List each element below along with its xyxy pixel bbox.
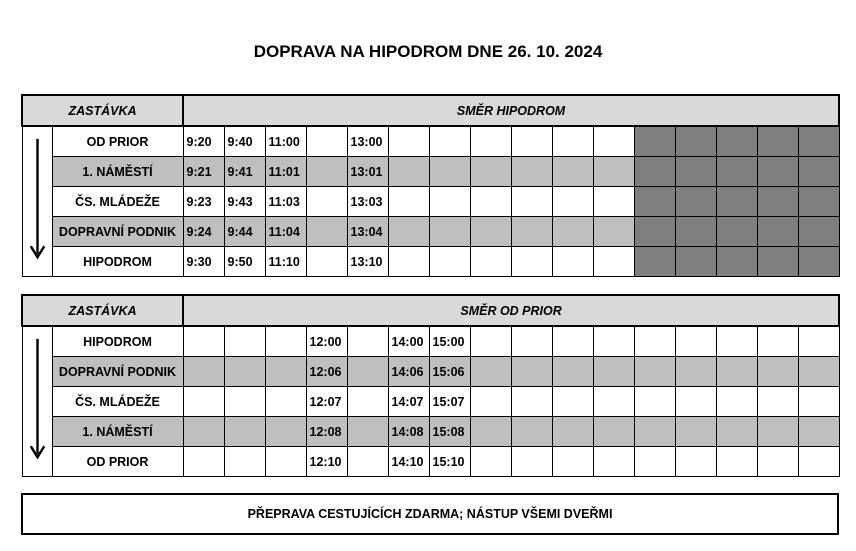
departure-time: 13:10 — [347, 247, 388, 277]
departure-time — [593, 157, 634, 187]
departure-time — [306, 126, 347, 157]
departure-time — [634, 187, 675, 217]
departure-time — [798, 187, 839, 217]
departure-time — [511, 217, 552, 247]
stop-column-header: ZASTÁVKA — [22, 295, 183, 326]
timetable-from-hipodrom — [21, 294, 840, 477]
departure-time: 11:04 — [265, 217, 306, 247]
departure-time — [511, 157, 552, 187]
departure-time — [552, 326, 593, 357]
departure-time — [675, 217, 716, 247]
stop-name: 1. NÁMĚSTÍ — [52, 157, 183, 187]
departure-time: 9:43 — [224, 187, 265, 217]
departure-time — [675, 126, 716, 157]
departure-time — [183, 357, 224, 387]
departure-time — [470, 157, 511, 187]
departure-time: 11:01 — [265, 157, 306, 187]
table-row — [22, 187, 839, 217]
page-title: DOPRAVA NA HIPODROM DNE 26. 10. 2024 — [253, 42, 603, 61]
departure-time — [306, 187, 347, 217]
departure-time — [634, 126, 675, 157]
departure-time — [388, 126, 429, 157]
departure-time — [429, 217, 470, 247]
departure-time — [183, 387, 224, 417]
departure-time: 12:00 — [306, 326, 347, 357]
departure-time — [716, 247, 757, 277]
departure-time — [552, 126, 593, 157]
footer-note: PŘEPRAVA CESTUJÍCÍCH ZDARMA; NÁSTUP VŠEMI DVEŘMI — [21, 493, 839, 535]
departure-time — [798, 357, 839, 387]
departure-time — [388, 157, 429, 187]
departure-time — [429, 126, 470, 157]
departure-time — [757, 187, 798, 217]
departure-time — [552, 157, 593, 187]
departure-time — [798, 126, 839, 157]
departure-time: 11:03 — [265, 187, 306, 217]
departure-time — [675, 387, 716, 417]
departure-time — [634, 217, 675, 247]
departure-time: 14:00 — [388, 326, 429, 357]
departure-time — [470, 447, 511, 477]
departure-time — [675, 187, 716, 217]
table-row — [22, 126, 839, 157]
departure-time: 9:30 — [183, 247, 224, 277]
down-arrow-icon — [23, 127, 52, 276]
departure-time: 9:23 — [183, 187, 224, 217]
departure-time — [716, 157, 757, 187]
departure-time — [470, 357, 511, 387]
departure-time — [511, 326, 552, 357]
departure-time — [183, 417, 224, 447]
departure-time — [511, 126, 552, 157]
stop-name: HIPODROM — [52, 247, 183, 277]
table-row — [22, 247, 839, 277]
departure-time — [224, 387, 265, 417]
departure-time — [552, 447, 593, 477]
departure-time — [593, 417, 634, 447]
departure-time: 9:41 — [224, 157, 265, 187]
departure-time — [511, 447, 552, 477]
departure-time: 12:08 — [306, 417, 347, 447]
departure-time — [675, 357, 716, 387]
table-row — [22, 387, 839, 417]
departure-time — [757, 357, 798, 387]
departure-time — [511, 247, 552, 277]
departure-time — [265, 417, 306, 447]
stop-name: ČS. MLÁDEŽE — [52, 387, 183, 417]
departure-time: 15:08 — [429, 417, 470, 447]
stop-name: DOPRAVNÍ PODNIK — [52, 217, 183, 247]
departure-time — [675, 247, 716, 277]
departure-time — [306, 247, 347, 277]
departure-time — [798, 387, 839, 417]
departure-time — [224, 447, 265, 477]
departure-time — [634, 357, 675, 387]
departure-time: 13:01 — [347, 157, 388, 187]
departure-time — [429, 157, 470, 187]
departure-time — [470, 417, 511, 447]
direction-header: SMĚR OD PRIOR — [183, 295, 839, 326]
departure-time — [470, 126, 511, 157]
departure-time — [470, 387, 511, 417]
departure-time — [593, 247, 634, 277]
departure-time — [265, 357, 306, 387]
departure-time — [388, 187, 429, 217]
timetable-to-hipodrom — [21, 94, 840, 277]
departure-time — [470, 187, 511, 217]
departure-time — [593, 217, 634, 247]
departure-time — [183, 447, 224, 477]
departure-time — [470, 247, 511, 277]
departure-time — [593, 187, 634, 217]
departure-time: 13:04 — [347, 217, 388, 247]
departure-time — [429, 247, 470, 277]
departure-time — [470, 217, 511, 247]
departure-time — [511, 187, 552, 217]
departure-time — [593, 326, 634, 357]
departure-time — [757, 157, 798, 187]
departure-time — [306, 217, 347, 247]
departure-time: 9:20 — [183, 126, 224, 157]
stop-name: OD PRIOR — [52, 447, 183, 477]
departure-time — [265, 447, 306, 477]
departure-time — [757, 417, 798, 447]
departure-time — [511, 417, 552, 447]
departure-time — [634, 447, 675, 477]
departure-time — [347, 447, 388, 477]
departure-time — [306, 157, 347, 187]
departure-time — [798, 326, 839, 357]
departure-time — [716, 326, 757, 357]
departure-time — [757, 447, 798, 477]
table-row — [22, 157, 839, 187]
departure-time — [224, 357, 265, 387]
departure-time — [593, 387, 634, 417]
departure-time — [634, 387, 675, 417]
departure-time: 15:00 — [429, 326, 470, 357]
departure-time — [224, 326, 265, 357]
departure-time: 11:10 — [265, 247, 306, 277]
departure-time — [716, 357, 757, 387]
departure-time — [634, 157, 675, 187]
departure-time — [634, 326, 675, 357]
departure-time — [716, 187, 757, 217]
departure-time — [593, 357, 634, 387]
departure-time — [716, 126, 757, 157]
departure-time — [716, 417, 757, 447]
departure-time — [388, 217, 429, 247]
departure-time — [757, 217, 798, 247]
departure-time — [470, 326, 511, 357]
departure-time — [757, 387, 798, 417]
stop-name: 1. NÁMĚSTÍ — [52, 417, 183, 447]
departure-time — [634, 417, 675, 447]
table-row — [22, 417, 839, 447]
departure-time: 14:07 — [388, 387, 429, 417]
departure-time — [675, 417, 716, 447]
departure-time: 13:00 — [347, 126, 388, 157]
departure-time — [347, 326, 388, 357]
header-row — [22, 95, 839, 126]
stop-name: OD PRIOR — [52, 126, 183, 157]
direction-header: SMĚR HIPODROM — [183, 95, 839, 126]
departure-time: 9:24 — [183, 217, 224, 247]
departure-time — [757, 247, 798, 277]
table-row — [22, 326, 839, 357]
departure-time — [798, 447, 839, 477]
departure-time — [716, 447, 757, 477]
departure-time: 9:40 — [224, 126, 265, 157]
departure-time — [552, 217, 593, 247]
departure-time: 14:10 — [388, 447, 429, 477]
departure-time: 15:07 — [429, 387, 470, 417]
stop-name: HIPODROM — [52, 326, 183, 357]
direction-arrow-cell — [22, 326, 52, 477]
departure-time — [757, 126, 798, 157]
departure-time: 14:06 — [388, 357, 429, 387]
stop-column-header: ZASTÁVKA — [22, 95, 183, 126]
departure-time — [552, 387, 593, 417]
departure-time — [347, 417, 388, 447]
departure-time — [347, 387, 388, 417]
departure-time — [798, 157, 839, 187]
departure-time — [757, 326, 798, 357]
departure-time — [511, 357, 552, 387]
departure-time — [552, 417, 593, 447]
departure-time: 9:50 — [224, 247, 265, 277]
down-arrow-icon — [23, 327, 52, 476]
departure-time — [429, 187, 470, 217]
departure-time — [265, 387, 306, 417]
departure-time — [224, 417, 265, 447]
table-row — [22, 217, 839, 247]
departure-time — [675, 157, 716, 187]
departure-time — [265, 326, 306, 357]
departure-time — [388, 247, 429, 277]
departure-time: 12:06 — [306, 357, 347, 387]
table-row — [22, 357, 839, 387]
departure-time — [552, 247, 593, 277]
departure-time — [552, 357, 593, 387]
departure-time — [511, 387, 552, 417]
departure-time: 14:08 — [388, 417, 429, 447]
departure-time — [716, 217, 757, 247]
departure-time — [675, 447, 716, 477]
departure-time — [183, 326, 224, 357]
departure-time: 12:07 — [306, 387, 347, 417]
departure-time — [798, 247, 839, 277]
departure-time — [593, 126, 634, 157]
departure-time: 13:03 — [347, 187, 388, 217]
departure-time — [675, 326, 716, 357]
direction-arrow-cell — [22, 126, 52, 277]
stop-name: ČS. MLÁDEŽE — [52, 187, 183, 217]
departure-time: 9:44 — [224, 217, 265, 247]
departure-time — [716, 387, 757, 417]
departure-time: 11:00 — [265, 126, 306, 157]
departure-time — [552, 187, 593, 217]
departure-time — [798, 217, 839, 247]
departure-time — [634, 247, 675, 277]
stop-name: DOPRAVNÍ PODNIK — [52, 357, 183, 387]
header-row — [22, 295, 839, 326]
departure-time — [347, 357, 388, 387]
departure-time — [593, 447, 634, 477]
departure-time: 15:10 — [429, 447, 470, 477]
table-row — [22, 447, 839, 477]
departure-time: 15:06 — [429, 357, 470, 387]
departure-time: 9:21 — [183, 157, 224, 187]
departure-time — [798, 417, 839, 447]
departure-time: 12:10 — [306, 447, 347, 477]
